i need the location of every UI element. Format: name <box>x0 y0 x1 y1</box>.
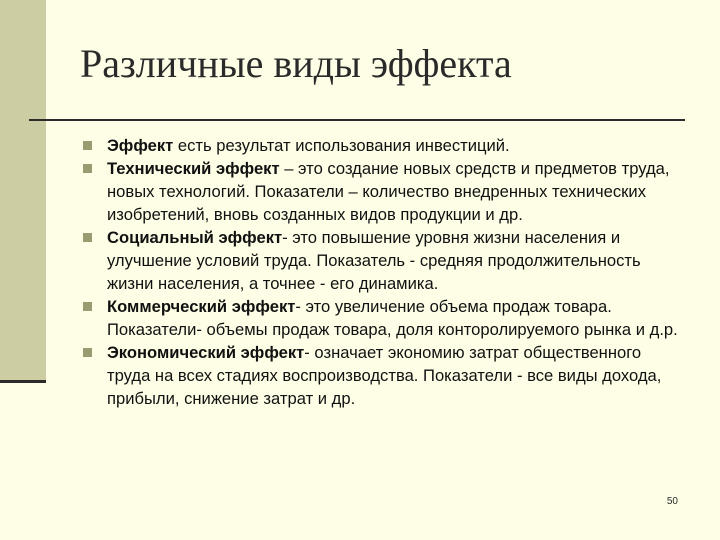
bullet-text: – это создание новых средств и предметов труда, новых технологий. Показатели – количество внедренных технических изобретений, вновь созданных видов продукции и др. <box>107 159 670 224</box>
square-bullet-icon <box>83 233 92 242</box>
bullet-text: есть результат использования инвестиций. <box>173 136 510 155</box>
slide-title: Различные виды эффекта <box>80 41 512 86</box>
square-bullet-icon <box>83 141 92 150</box>
bullet-term: Экономический эффект <box>107 343 305 362</box>
bullet-term: Социальный эффект <box>107 228 283 247</box>
page-number: 50 <box>666 496 678 507</box>
bullet-text: - это увеличение объема продаж товара. Показатели- объемы продаж товара, доля конторолируемого рынка и д.р. <box>107 297 678 339</box>
square-bullet-icon <box>83 164 92 173</box>
square-bullet-icon <box>83 348 92 357</box>
bullet-list <box>83 134 683 410</box>
bullet-term: Эффект <box>107 136 174 155</box>
square-bullet-icon <box>83 302 92 311</box>
bullet-item-social-effect <box>83 226 683 295</box>
bullet-item-economic-effect <box>83 341 683 410</box>
bullet-text: - это повышение уровня жизни населения и улучшение условий труда. Показатель - средняя продолжительность жизни населения, а точнее - его динамика. <box>107 228 641 293</box>
bullet-term: Технический эффект <box>107 159 280 178</box>
bullet-item-effect <box>83 134 683 157</box>
decorative-side-bar <box>0 0 46 383</box>
bullet-item-technical-effect <box>83 157 683 226</box>
bullet-text: - означает экономию затрат общественного труда на всех стадиях воспроизводства. Показатели - все виды дохода, прибыли, снижение затрат и др. <box>107 343 662 408</box>
title-divider <box>29 119 685 121</box>
bullet-item-commercial-effect <box>83 295 683 341</box>
side-bar-divider <box>0 380 46 383</box>
bullet-term: Коммерческий эффект <box>107 297 296 316</box>
